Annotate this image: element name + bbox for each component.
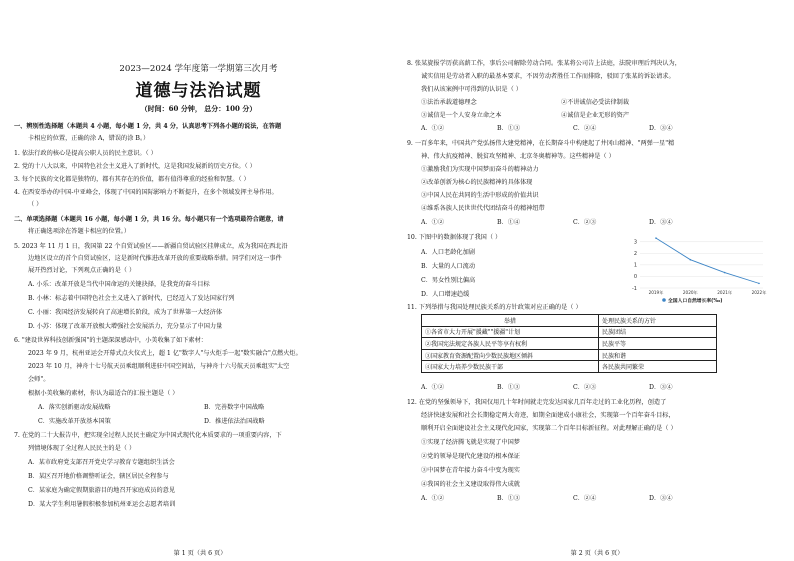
question-8-item: ③诚信是一个人安身立命之本: [421, 112, 502, 119]
table-cell: ③国家教育资源配置向少数民族地区倾斜: [422, 349, 599, 361]
table-header-row: [422, 315, 717, 327]
question-11-answer: C．②③: [573, 384, 597, 391]
question-6-line: 2023 年 9 月，杭州亚运会开幕式点火仪式上，超 1 亿"数字人"与火炬手一起"数实融合"点燃火炬。: [28, 350, 302, 357]
question-10-option: C．男女性别比偏高: [421, 277, 476, 284]
question-3: 3. 每个民族的文化都是独特的，都有其存在的价值，都有值得尊重的经验和智慧。（ ）: [14, 176, 250, 183]
question-12-answer: A．①②: [421, 495, 445, 502]
question-9-line: 9. 一百多年来，中国共产党弘扬伟大建党精神，在长期奋斗中构建起了井冈山精神、"两弹一星"精: [407, 140, 675, 147]
page-2-footer: 第 2 页（共 6 页）: [570, 550, 624, 557]
question-4: 4. 在西安举办的中国-中亚峰会，体现了中国的国际影响力不断提升，在多个领域发挥主导作用。: [14, 189, 278, 196]
legend-marker: [662, 298, 666, 302]
question-4-bracket: （ ）: [28, 201, 43, 208]
question-5-option: A. 小乐：改革开放是当代中国命运的关键抉择，是我党的奋斗目标: [28, 281, 210, 288]
question-9-line: 神、伟大抗疫精神、脱贫攻坚精神、北京冬奥精神等。这些精神是（ ）: [421, 153, 615, 160]
data-point: [690, 259, 692, 261]
table-row: [422, 326, 717, 338]
question-12-item: ②党的领导是现代化建设的根本保证: [421, 453, 520, 460]
question-11-answer: D．③④: [649, 384, 673, 391]
question-10-option: A．人口老龄化加剧: [421, 249, 475, 256]
question-7-line: 列情境体现了全过程人民民主的是（ ）: [28, 445, 136, 452]
question-5-option: D. 小苏：体现了改革开放极大增强社会发展活力，充分显示了中国力量: [28, 323, 223, 330]
question-12-item: ④我国的社会主义建设取得伟大成就: [421, 481, 520, 488]
section-2-note: 将正确选项涂在答题卡相应的位置。）: [28, 228, 131, 235]
question-8-item: ①法治承载道德理念: [421, 99, 477, 106]
page-1-footer: 第 1 页（共 6 页）: [173, 550, 227, 557]
section-2-title: 二、单项选择题（本题共 16 小题，每小题 1 分，共 16 分。每小题只有一个选项最符合题意，请: [14, 216, 284, 223]
question-6-line: 会师"。: [28, 376, 50, 383]
question-12-answer: B．①③: [497, 495, 521, 502]
question-12-line: 经济快速发展和社会长期稳定两大奇迹，如期全面建成小康社会，实现第一个百年奋斗目标，: [421, 412, 675, 419]
question-8-line: 8. 张某旋报学历获高薪工作，事后公司解除劳动合同。张某将公司告上法庭，法院审理后判决认为，: [407, 60, 681, 67]
question-8-line: 诚实信用是劳动者入职的最基本要求，不因劳动者胜任工作而排除，驳回了张某的诉讼请求。: [421, 73, 675, 80]
question-5-line: 展开热烈讨论，下列观点正确的是（ ）: [28, 267, 136, 274]
question-7-option: C．某家庭为确定假期旅游目的地召开家庭成员的意见: [28, 487, 176, 494]
question-6-line: 根据小美收集的素材，你认为最适合的汇报主题是（ ）: [28, 390, 179, 397]
question-7-line: 7. 在党的二十大报告中，把实现全过程人民民主确定为中国式现代化本质要求的一项重要内容，下: [14, 432, 282, 439]
section-1-note: 卡相应的位置，正确的涂 A，错误的涂 B。）: [28, 135, 150, 142]
question-9-item: ④维系各族人民世世代代团结奋斗的精神纽带: [421, 205, 545, 212]
question-9-item: ①激励我们为实现中国梦而奋斗的精神动力: [421, 166, 539, 173]
question-8-answer: C．②④: [573, 125, 597, 132]
question-8-line: 我们从该案例中可得到的认识是（ ）: [421, 86, 522, 93]
y-tick-label: 2: [633, 251, 637, 258]
question-5-option: C. 小丽：我国经济发展转向了高速增长阶段，成为了世界第一大经济体: [28, 309, 223, 316]
question-6-option: B．完善数字中国战略: [204, 404, 265, 411]
question-12-answer: D．③④: [649, 495, 673, 502]
question-7-option: D．某大学生利用暑假积极参加杭州亚运会志愿者培训: [28, 501, 176, 508]
y-tick-label: 0: [633, 274, 637, 281]
x-tick-label: 2019年: [648, 290, 664, 295]
question-8-answer: B．①③: [497, 125, 521, 132]
exam-subtitle: （时间：60 分钟， 总分：100 分）: [140, 104, 257, 113]
question-9-item: ③中国人民在共同的生活中形成的价值共识: [421, 192, 539, 199]
question-7-option: B．某区召开地价格调整听证会，辖区居民全程参与: [28, 473, 169, 480]
question-12-line: 顺利开启全面建设社会主义现代化国家，实现第二个百年目标新征程。对此理解正确的是（ ）: [421, 425, 677, 432]
question-11: 11. 下列举措与我国处理民族关系的方针政策对应正确的是（ ）: [407, 304, 582, 311]
question-8-item: ④诚信是企业无形的资产: [561, 112, 630, 119]
question-12-answer: C．②④: [573, 495, 597, 502]
x-tick-label: 2021年: [717, 290, 733, 295]
table-header-cell: 举措: [422, 315, 599, 327]
question-9-answer: D．③④: [649, 219, 673, 226]
x-tick-label: 2020年: [682, 290, 698, 295]
table-row: [422, 338, 717, 350]
table-cell: 民族平等: [599, 338, 717, 350]
exam-header: 2023—2024 学年度第一学期第三次月考: [119, 64, 278, 74]
table-header-cell: 处理民族关系的方针: [599, 315, 717, 327]
question-8-answer: A．①②: [421, 125, 445, 132]
table-cell: 民族团结: [599, 326, 717, 338]
table-row: [422, 349, 717, 361]
question-9-answer: C．②③: [573, 219, 597, 226]
table-cell: ②我国宪法规定各族人民平等享有权利: [422, 338, 599, 350]
question-10-option: D．人口增速趋缓: [421, 291, 470, 298]
question-8-answer: D．③④: [649, 125, 673, 132]
question-7-option: A．某市政府党支部召开党史学习教育专题组织生活会: [28, 459, 175, 466]
y-tick-label: -1: [632, 285, 637, 292]
question-6-option: C．实施改革开放基本国策: [38, 418, 111, 425]
data-point: [655, 237, 657, 239]
table-cell: 各民族共同繁荣: [599, 361, 717, 373]
question-10: 10. 下图中的数据体现了我国（ ）: [407, 234, 502, 241]
section-1-title: 一、辨别性选择题（本题共 4 小题，每小题 1 分，共 4 分，认真思考下列各小题的说法，在答题: [14, 123, 282, 130]
question-12-item: ③中国梦在青年接力奋斗中变为现实: [421, 467, 520, 474]
question-6-option: D．推进依法治国战略: [204, 418, 265, 425]
y-tick-label: 1: [633, 262, 637, 269]
question-8-item: ②不讲诚信必受法律制裁: [561, 99, 630, 106]
table-cell: 民族和谐: [599, 349, 717, 361]
question-9-answer: A．①②: [421, 219, 445, 226]
legend-label: 全国人口自然增长率(‰): [668, 298, 723, 304]
question-5-line: 边地区设立的首个自贸试验区，这是新时代推进改革开放的重要战略举措。同学们对这一事件: [28, 255, 282, 262]
table-cell: ④国家大力培养少数民族干部: [422, 361, 599, 373]
population-growth-chart: [628, 230, 768, 306]
question-1: 1. 依法行政的核心是提高公职人员的民主意识。（ ）: [14, 150, 157, 157]
question-11-answer: A．①②: [421, 384, 445, 391]
question-6-line: 2023 年 10 月，神舟十七号航天员乘组顺利进驻中国空间站，与神舟十六号航天员乘组实"太空: [28, 363, 290, 370]
question-9-item: ②改革创新为核心的民族精神的具体体现: [421, 179, 533, 186]
question-12-line: 12. 在党的坚强领导下，我国仅用几十年时间就走完发达国家几百年走过的工业化历程，创造了: [407, 399, 667, 406]
question-5-line: 5. 2023 年 11 月 1 日，我国第 22 个自贸试验区——新疆自贸试验区挂牌成立，成为我国在西北沿: [14, 243, 288, 250]
y-tick-label: 3: [633, 239, 637, 246]
question-11-answer: B．①③: [497, 384, 521, 391]
question-6-line: 6. "建设世界科技创新强国"的主题深深感动中，小美收集了如下素材：: [14, 337, 207, 344]
question-6-option: A．落实创新驱动发展战略: [38, 404, 111, 411]
question-10-option: B．大量的人口流动: [421, 263, 476, 270]
question-5-option: B. 小林：标志着中国特色社会主义进入了新时代，已经迈入了发达国家行列: [28, 295, 235, 302]
x-tick-label: 2022年: [751, 290, 767, 295]
data-point: [758, 283, 760, 285]
policy-table: [421, 314, 717, 373]
question-2: 2. 党的十八大以来，中国特色社会主义进入了新时代，这是我国发展新的历史方位。（ ）: [14, 163, 256, 170]
data-point: [724, 272, 726, 274]
question-12-item: ①实现了经济腾飞就是实现了中国梦: [421, 439, 520, 446]
question-9-answer: B．①④: [497, 219, 521, 226]
table-row: [422, 361, 717, 373]
exam-title: 道德与法治试题: [135, 81, 262, 101]
table-cell: ①各省市大力开展"援藏""援疆"计划: [422, 326, 599, 338]
